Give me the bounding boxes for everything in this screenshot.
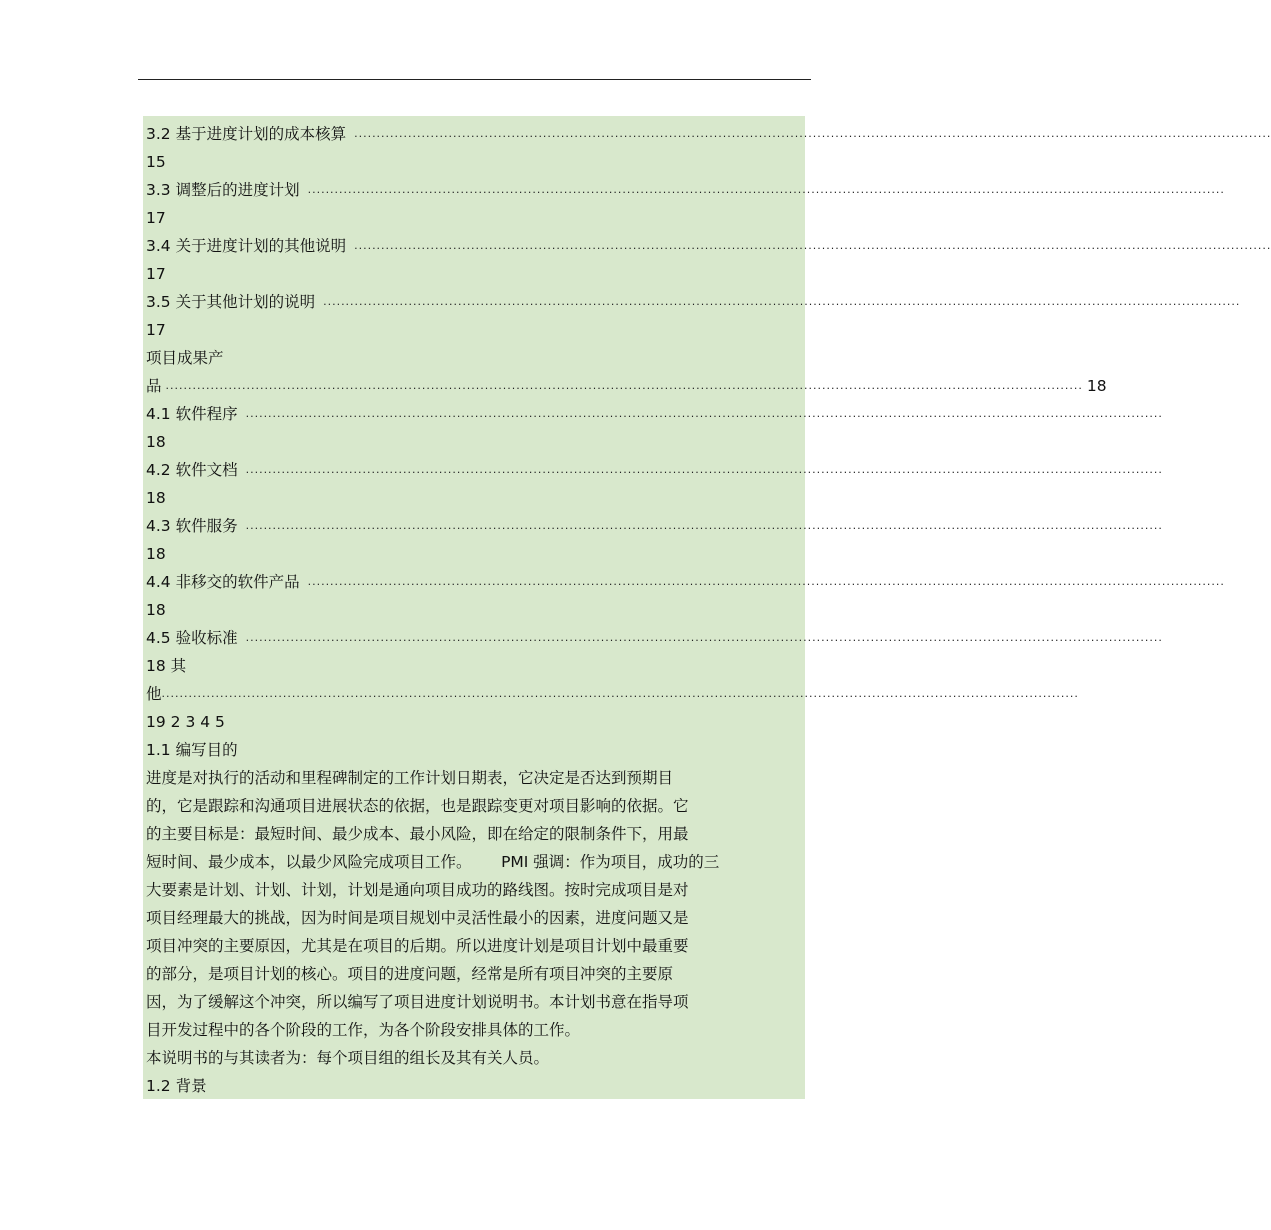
toc-title: 4.2 软件文档 [146,461,238,479]
toc-title: 4.1 软件程序 [146,405,238,423]
toc-entry-4-1[interactable] [146,400,1163,428]
toc-page: 17 [146,209,166,227]
paragraph-line: 因，为了缓解这个冲突，所以编写了项目进度计划说明书。本计划书意在指导项 [146,993,689,1011]
toc-entry-4-5[interactable] [146,624,1163,652]
paragraph-line: 目开发过程中的各个阶段的工作，为各个阶段安排具体的工作。 [146,1021,581,1039]
toc-page: 18 [146,545,166,563]
toc-leader: ............................................................................................................................................................................................................ [165,379,1083,392]
toc-title: 3.5 关于其他计划的说明 [146,293,316,311]
toc-leader: ............................................................................................................................................................................................................ [245,519,1163,532]
toc-leader: ............................................................................................................................................................................................................ [307,575,1225,588]
toc-entry-4-4[interactable] [146,568,1225,596]
toc-page: 18 [1086,377,1107,395]
toc-title: 他 [146,685,162,703]
toc-leader: ............................................................................................................................................................................................................ [323,295,1241,308]
toc-entry-4-2[interactable] [146,456,1163,484]
toc-title: 4.5 验收标准 [146,629,238,647]
toc-entry-products[interactable] [146,372,1107,400]
toc-title: 品 [146,377,162,395]
readers-line: 本说明书的与其读者为：每个项目组的组长及其有关人员。 [146,1049,550,1067]
toc-page: 17 [146,321,166,339]
toc-entry-4-3[interactable] [146,512,1163,540]
toc-page: 17 [146,265,166,283]
toc-leader: ............................................................................................................................................................................................................ [354,239,1271,252]
paragraph-line: 进度是对执行的活动和里程碑制定的工作计划日期表，它决定是否达到预期目 [146,769,674,787]
paragraph-line: 短时间、最少成本，以最少风险完成项目工作。 PMI 强调：作为项目，成功的三 [146,853,720,871]
paragraph-line: 的部分，是项目计划的核心。项目的进度问题，经常是所有项目冲突的主要原 [146,965,674,983]
toc-page: 18 [146,601,166,619]
paragraph-line: 大要素是计划、计划、计划，计划是通向项目成功的路线图。按时完成项目是对 [146,881,689,899]
toc-title: 3.3 调整后的进度计划 [146,181,300,199]
toc-leader: ............................................................................................................................................................................................................ [354,127,1271,140]
toc-entry-3-2[interactable] [146,120,1271,148]
toc-title: 4.3 软件服务 [146,517,238,535]
toc-pages: 19 2 3 4 5 [146,713,225,731]
toc-leader: ............................................................................................................................................................................................................ [245,407,1163,420]
toc-products-heading: 项目成果产 [146,349,224,367]
paragraph-line: 的，它是跟踪和沟通项目进展状态的依据，也是跟踪变更对项目影响的依据。它 [146,797,689,815]
toc-page: 18 [146,433,166,451]
toc-leader: ............................................................................................................................................................................................................ [245,463,1163,476]
header-rule [138,79,811,80]
toc-page: 15 [146,153,166,171]
toc-entry-3-4[interactable] [146,232,1271,260]
toc-entry-3-3[interactable] [146,176,1225,204]
section-heading-1-1: 1.1 编写目的 [146,741,238,759]
section-heading-1-2: 1.2 背景 [146,1077,207,1095]
toc-entry-other[interactable] [146,680,1079,708]
toc-title: 3.2 基于进度计划的成本核算 [146,125,347,143]
paragraph-line: 项目经理最大的挑战，因为时间是项目规划中灵活性最小的因素，进度问题又是 [146,909,689,927]
toc-leader: ............................................................................................................................................................................................................ [161,687,1079,700]
toc-leader: ............................................................................................................................................................................................................ [307,183,1225,196]
toc-page: 18 其 [146,657,187,675]
paragraph-line: 项目冲突的主要原因，尤其是在项目的后期。所以进度计划是项目计划中最重要 [146,937,689,955]
toc-title: 3.4 关于进度计划的其他说明 [146,237,347,255]
toc-entry-3-5[interactable] [146,288,1241,316]
toc-title: 4.4 非移交的软件产品 [146,573,300,591]
paragraph-line: 的主要目标是：最短时间、最少成本、最小风险，即在给定的限制条件下，用最 [146,825,689,843]
toc-page: 18 [146,489,166,507]
toc-leader: ............................................................................................................................................................................................................ [245,631,1163,644]
